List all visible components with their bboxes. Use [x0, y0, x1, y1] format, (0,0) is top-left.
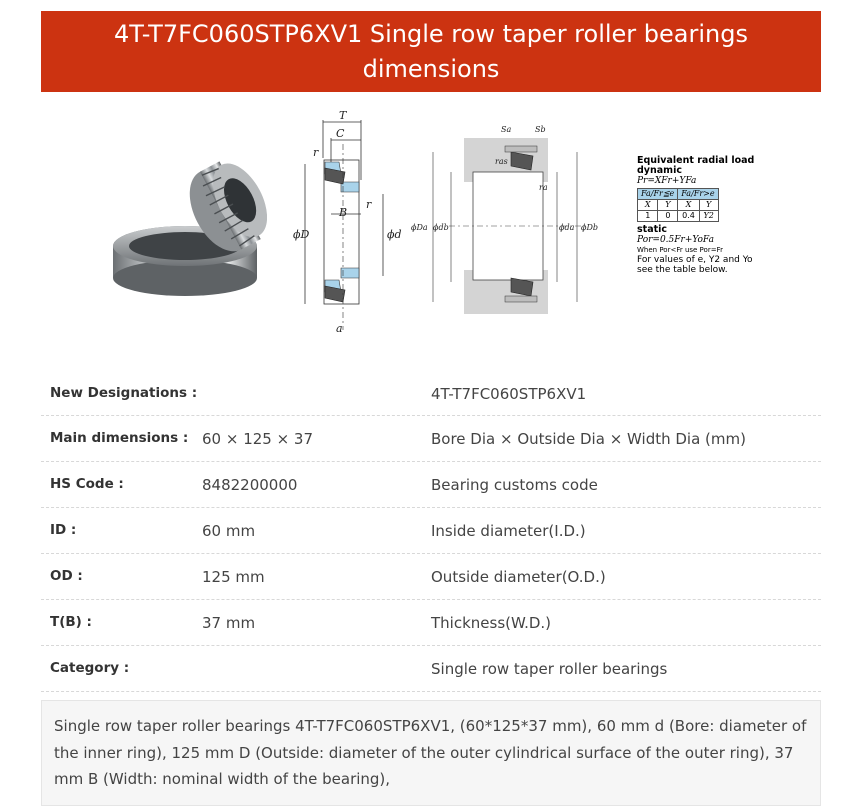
spec-value: 37 mm [202, 614, 256, 632]
spec-label: T(B) : [50, 614, 92, 630]
formula-col-y2: Y [699, 200, 718, 211]
formula-table-header-left: Fa/Fr≦e [638, 189, 678, 200]
equivalent-load-formula [637, 156, 757, 275]
spec-description: Thickness(W.D.) [431, 614, 552, 632]
dim-ras-label: ras [495, 157, 508, 166]
spec-value: 60 mm [202, 522, 256, 540]
spec-label: New Designations : [50, 385, 198, 401]
dim-Sb-label: Sb [535, 125, 546, 134]
formula-dynamic-heading: dynamic [637, 165, 682, 176]
page-title: 4T-T7FC060STP6XV1 Single row taper roller bearings dimensions [114, 19, 748, 83]
spec-description: Bore Dia × Outside Dia × Width Dia (mm) [431, 430, 746, 448]
title-banner [41, 11, 821, 92]
formula-col-x1: X [638, 200, 658, 211]
dim-ra-label: ra [539, 183, 548, 192]
spec-table [41, 371, 821, 692]
spec-row-thickness [41, 600, 821, 646]
dim-Sa-label: Sa [501, 125, 512, 134]
formula-val-x2: 0.4 [678, 211, 699, 222]
formula-col-y1: Y [658, 200, 678, 211]
formula-val-y2: Y2 [699, 211, 718, 222]
dim-d-label: ϕd [387, 228, 402, 241]
spec-value: 125 mm [202, 568, 265, 586]
formula-table [637, 188, 719, 222]
spec-label: Category : [50, 660, 130, 676]
spec-description: Inside diameter(I.D.) [431, 522, 586, 540]
figures-area [41, 108, 821, 340]
formula-when: When Por<Fr use Por=Fr [637, 246, 723, 254]
dim-r-label: r [313, 146, 319, 159]
formula-val-y1: 0 [658, 211, 678, 222]
formula-col-x2: X [678, 200, 699, 211]
dim-a-label: a [336, 322, 343, 335]
spec-description: Outside diameter(O.D.) [431, 568, 606, 586]
spec-value: 60 × 125 × 37 [202, 430, 314, 448]
formula-pr: Pr=XFr+YFa [637, 176, 697, 186]
dim-C-label: C [336, 127, 345, 140]
dim-T-label: T [339, 109, 347, 122]
spec-label: Main dimensions : [50, 430, 189, 446]
formula-por: Por=0.5Fr+YoFa [637, 235, 714, 245]
formula-val-x1: 1 [638, 211, 658, 222]
spec-description: 4T-T7FC060STP6XV1 [431, 385, 587, 403]
spec-row-category [41, 646, 821, 692]
spec-label: HS Code : [50, 476, 124, 492]
spec-row-id [41, 508, 821, 554]
dim-B-label: B [339, 206, 348, 219]
formula-table-header-right: Fa/Fr>e [678, 189, 718, 200]
dim-Da-label: ϕDa [411, 223, 428, 232]
dim-r2-label: r [366, 198, 372, 211]
spec-row-main-dimensions [41, 416, 821, 462]
mounting-diagram [409, 122, 609, 332]
description-text: Single row taper roller bearings 4T-T7FC060STP6XV1, (60*125*37 mm), 60 mm d (Bore: diameter of the inner ring), 125 mm D (Outside: diameter of the outer cylindrical surface of the outer ring), 37 mm B (Width: nominal width of the bearing), [54, 717, 807, 788]
spec-row-hs-code [41, 462, 821, 508]
formula-values-line1: For values of e, Y2 and Yo [637, 255, 753, 265]
dim-D-label: ϕD [293, 228, 310, 241]
dim-da-label: ϕda [559, 223, 575, 232]
spec-row-designation [41, 371, 821, 416]
formula-static-heading: static [637, 224, 668, 235]
bearing-photo [107, 156, 267, 296]
spec-label: ID : [50, 522, 77, 538]
formula-values-line2: see the table below. [637, 265, 728, 275]
formula-heading: Equivalent radial load [637, 155, 755, 166]
spec-value: 8482200000 [202, 476, 298, 494]
spec-description: Bearing customs code [431, 476, 598, 494]
bearing-cross-section [291, 108, 421, 340]
dim-Db-label: ϕDb [581, 223, 598, 232]
spec-row-od [41, 554, 821, 600]
dim-db-label: ϕdb [433, 223, 449, 232]
spec-description: Single row taper roller bearings [431, 660, 668, 678]
description-box [41, 700, 821, 806]
spec-label: OD : [50, 568, 83, 584]
